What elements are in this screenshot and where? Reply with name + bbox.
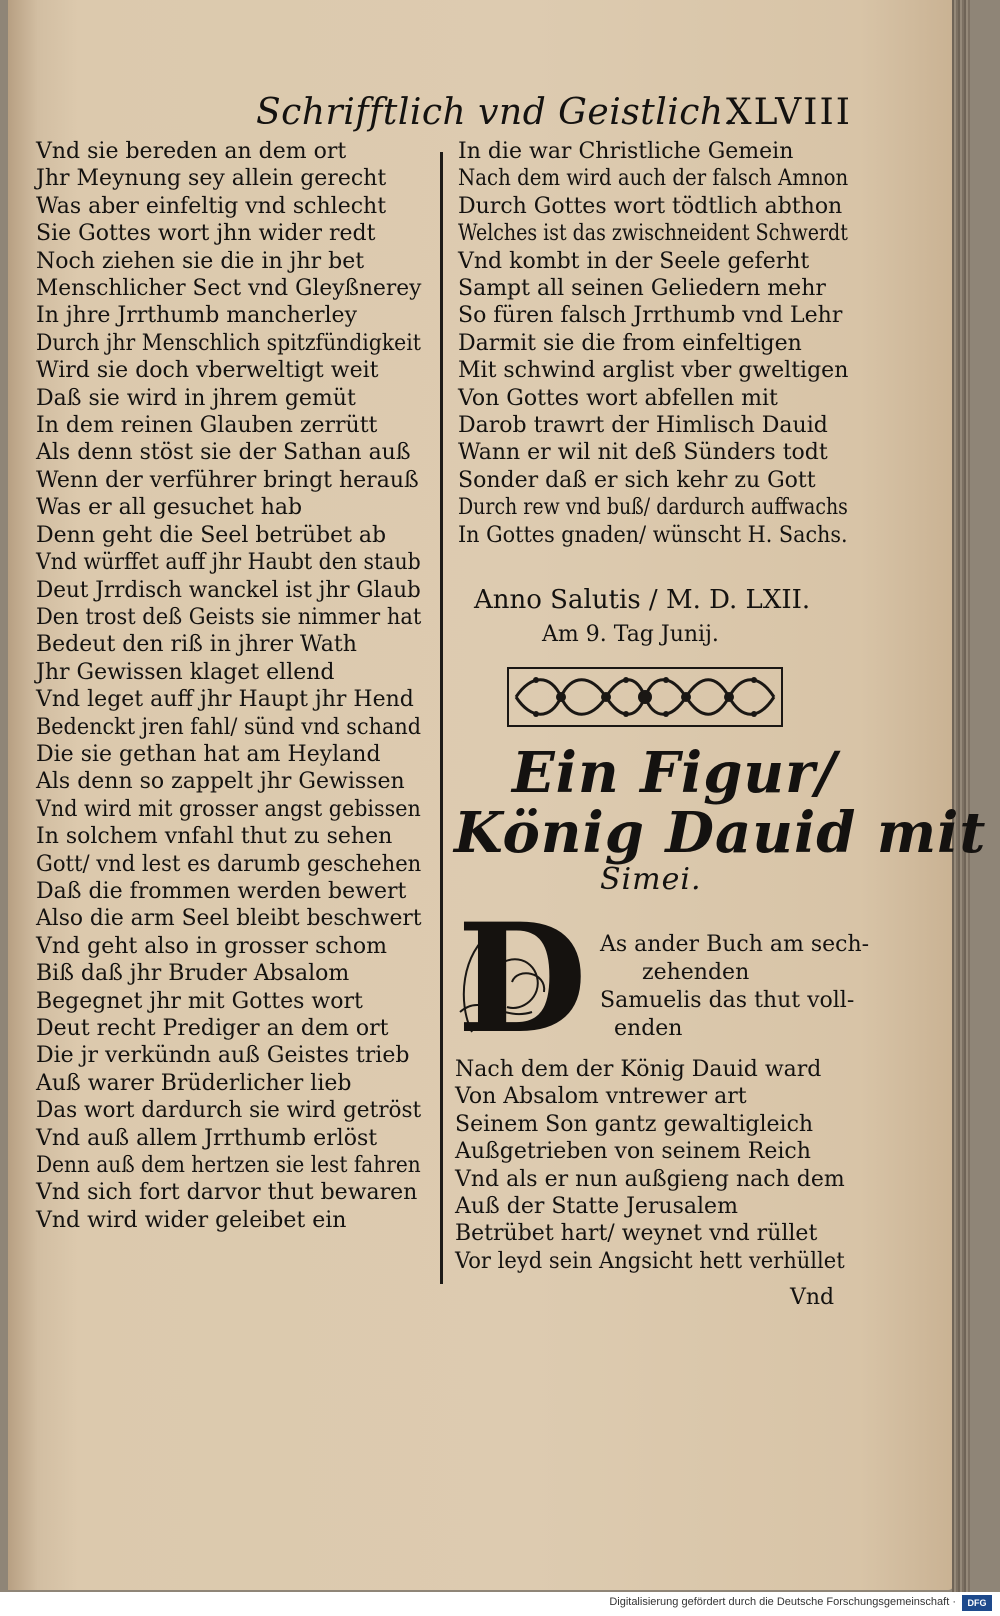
text-line: In solchem vnfahl thut zu sehen bbox=[36, 824, 393, 850]
text-line: Was aber einfeltig vnd schlecht bbox=[36, 193, 387, 219]
title-line-1: Ein Figur/ bbox=[512, 740, 838, 806]
text-line: Sonder daß er sich kehr zu Gott bbox=[458, 467, 816, 493]
text-line: Denn auß dem hertzen sie lest fahren bbox=[36, 1153, 421, 1179]
text-line: Seinem Son gantz gewaltigleich bbox=[455, 1111, 814, 1137]
text-line: Vnd auß allem Jrrthumb erlöst bbox=[36, 1125, 378, 1151]
text-line: Auß warer Brüderlicher lieb bbox=[36, 1070, 352, 1096]
text-line: Durch Gottes wort tödtlich abthon bbox=[458, 193, 843, 219]
funding-credit: Digitalisierung gefördert durch die Deutsche Forschungsgemeinschaft · bbox=[609, 1596, 956, 1608]
text-line: Von Gottes wort abfellen mit bbox=[458, 385, 778, 411]
text-line: Vnd kombt in der Seele geferht bbox=[458, 248, 810, 274]
column-rule bbox=[440, 152, 443, 1284]
footer-bar bbox=[0, 1592, 1000, 1616]
text-line: Durch jhr Menschlich spitzfündigkeit bbox=[36, 330, 421, 356]
colophon-date: Am 9. Tag Junij. bbox=[542, 622, 719, 647]
text-line: Darob trawrt der Himlisch Dauid bbox=[458, 413, 828, 439]
page-stack-edge bbox=[952, 0, 970, 1592]
dfg-logo: DFG bbox=[962, 1595, 992, 1611]
text-line: Betrübet hart/ weynet vnd rüllet bbox=[455, 1221, 818, 1247]
colophon-year: Anno Salutis / M. D. LXII. bbox=[474, 585, 811, 615]
title-line-3: Simei. bbox=[600, 862, 702, 897]
text-line: Bedeut den riß in jhrer Wath bbox=[36, 632, 357, 658]
text-line: Deut Jrrdisch wanckel ist jhr Glaub bbox=[36, 577, 421, 603]
text-line: Also die arm Seel bleibt beschwert bbox=[36, 906, 422, 932]
text-line: Welches ist das zwischneident Schwerdt bbox=[458, 221, 848, 247]
text-line: Sie Gottes wort jhn wider redt bbox=[36, 221, 376, 247]
verse-block bbox=[455, 1056, 845, 1275]
text-line: Biß daß jhr Bruder Absalom bbox=[36, 961, 350, 987]
text-line: Vnd sie bereden an dem ort bbox=[36, 139, 347, 164]
text-line: Vnd leget auff jhr Haupt jhr Hend bbox=[36, 687, 414, 713]
text-line: Daß sie wird in jhrem gemüt bbox=[36, 385, 356, 411]
folio-number: XLVIII bbox=[726, 92, 852, 133]
text-line: Auß der Statte Jerusalem bbox=[455, 1194, 738, 1220]
running-head: Schrifftlich vnd Geistlich. bbox=[256, 92, 736, 133]
text-line: Nach dem der König Dauid ward bbox=[455, 1057, 822, 1082]
text-line: Die jr verkündn auß Geistes trieb bbox=[36, 1043, 410, 1069]
text-line: Durch rew vnd buß/ dardurch auffwachs bbox=[458, 495, 848, 521]
text-line: Menschlicher Sect vnd Gleyßnerey bbox=[36, 276, 422, 302]
text-line: Mit schwind arglist vber gweltigen bbox=[458, 358, 849, 384]
ornament-band-icon bbox=[506, 666, 784, 728]
text-line: Den trost deß Geists sie nimmer hat bbox=[36, 604, 422, 630]
text-line: Die sie gethan hat am Heyland bbox=[36, 741, 381, 767]
text-line: Denn geht die Seel betrübet ab bbox=[36, 522, 387, 548]
text-line: Wird sie doch vberweltigt weit bbox=[36, 358, 379, 384]
text-line: Gott/ vnd lest es darumb geschehen bbox=[36, 851, 422, 877]
text-line: Wann er wil nit deß Sünders todt bbox=[458, 440, 828, 466]
text-line: Vnd sich fort darvor thut bewaren bbox=[36, 1180, 418, 1206]
right-column bbox=[458, 138, 848, 549]
text-line: In dem reinen Glauben zerrütt bbox=[36, 413, 378, 439]
text-line: Deut recht Prediger an dem ort bbox=[36, 1016, 389, 1041]
text-line: Wenn der verführer bringt herauß bbox=[36, 467, 419, 493]
dropcap-line: Samuelis das thut voll- bbox=[600, 988, 855, 1013]
text-line: Als denn so zappelt jhr Gewissen bbox=[36, 769, 405, 795]
text-line: Vnd als er nun außgieng nach dem bbox=[455, 1166, 845, 1192]
text-line: Vnd geht also in grosser schom bbox=[36, 933, 387, 959]
text-line: In Gottes gnaden/ wünscht H. Sachs. bbox=[458, 522, 848, 548]
title-line-2: König Dauid mit bbox=[454, 800, 987, 866]
text-line: Vnd wird mit grosser angst gebissen bbox=[36, 796, 421, 822]
text-line: Das wort dardurch sie wird getröst bbox=[36, 1098, 422, 1124]
left-column bbox=[36, 138, 421, 1234]
text-line: In die war Christliche Gemein bbox=[458, 139, 794, 164]
text-line: Was er all gesuchet hab bbox=[36, 495, 303, 521]
text-line: Außgetrieben von seinem Reich bbox=[455, 1139, 811, 1165]
text-line: Nach dem wird auch der falsch Amnon bbox=[458, 166, 849, 192]
dropcap-line: zehenden bbox=[642, 960, 750, 985]
decorated-initial bbox=[452, 891, 592, 1067]
text-line: Jhr Meynung sey allein gerecht bbox=[36, 166, 387, 192]
text-line: Begegnet jhr mit Gottes wort bbox=[36, 988, 363, 1014]
text-line: Vnd würffet auff jhr Haubt den staub bbox=[36, 550, 421, 576]
facing-page-bleed bbox=[8, 380, 28, 980]
text-line: Bedenckt jren fahl/ sünd vnd schand bbox=[36, 714, 422, 740]
dropcap-line: enden bbox=[614, 1016, 683, 1041]
text-line: Vor leyd sein Angsicht hett verhüllet bbox=[455, 1248, 845, 1274]
text-line: Von Absalom vntrewer art bbox=[455, 1084, 747, 1110]
text-line: Daß die frommen werden bewert bbox=[36, 878, 407, 904]
text-line: Jhr Gewissen klaget ellend bbox=[36, 659, 335, 685]
text-line: Als denn stöst sie der Sathan auß bbox=[36, 440, 411, 466]
text-line: Noch ziehen sie die in jhr bet bbox=[36, 248, 365, 274]
text-line: So füren falsch Jrrthumb vnd Lehr bbox=[458, 303, 843, 329]
text-line: In jhre Jrrthumb mancherley bbox=[36, 303, 357, 329]
text-line: Darmit sie die from einfeltigen bbox=[458, 330, 802, 356]
text-line: Vnd wird wider geleibet ein bbox=[36, 1207, 347, 1233]
dropcap-line: As ander Buch am sech- bbox=[600, 932, 870, 957]
text-line: Sampt all seinen Geliedern mehr bbox=[458, 276, 826, 302]
catchword: Vnd bbox=[790, 1285, 835, 1310]
initial-letter: D bbox=[456, 891, 588, 1067]
